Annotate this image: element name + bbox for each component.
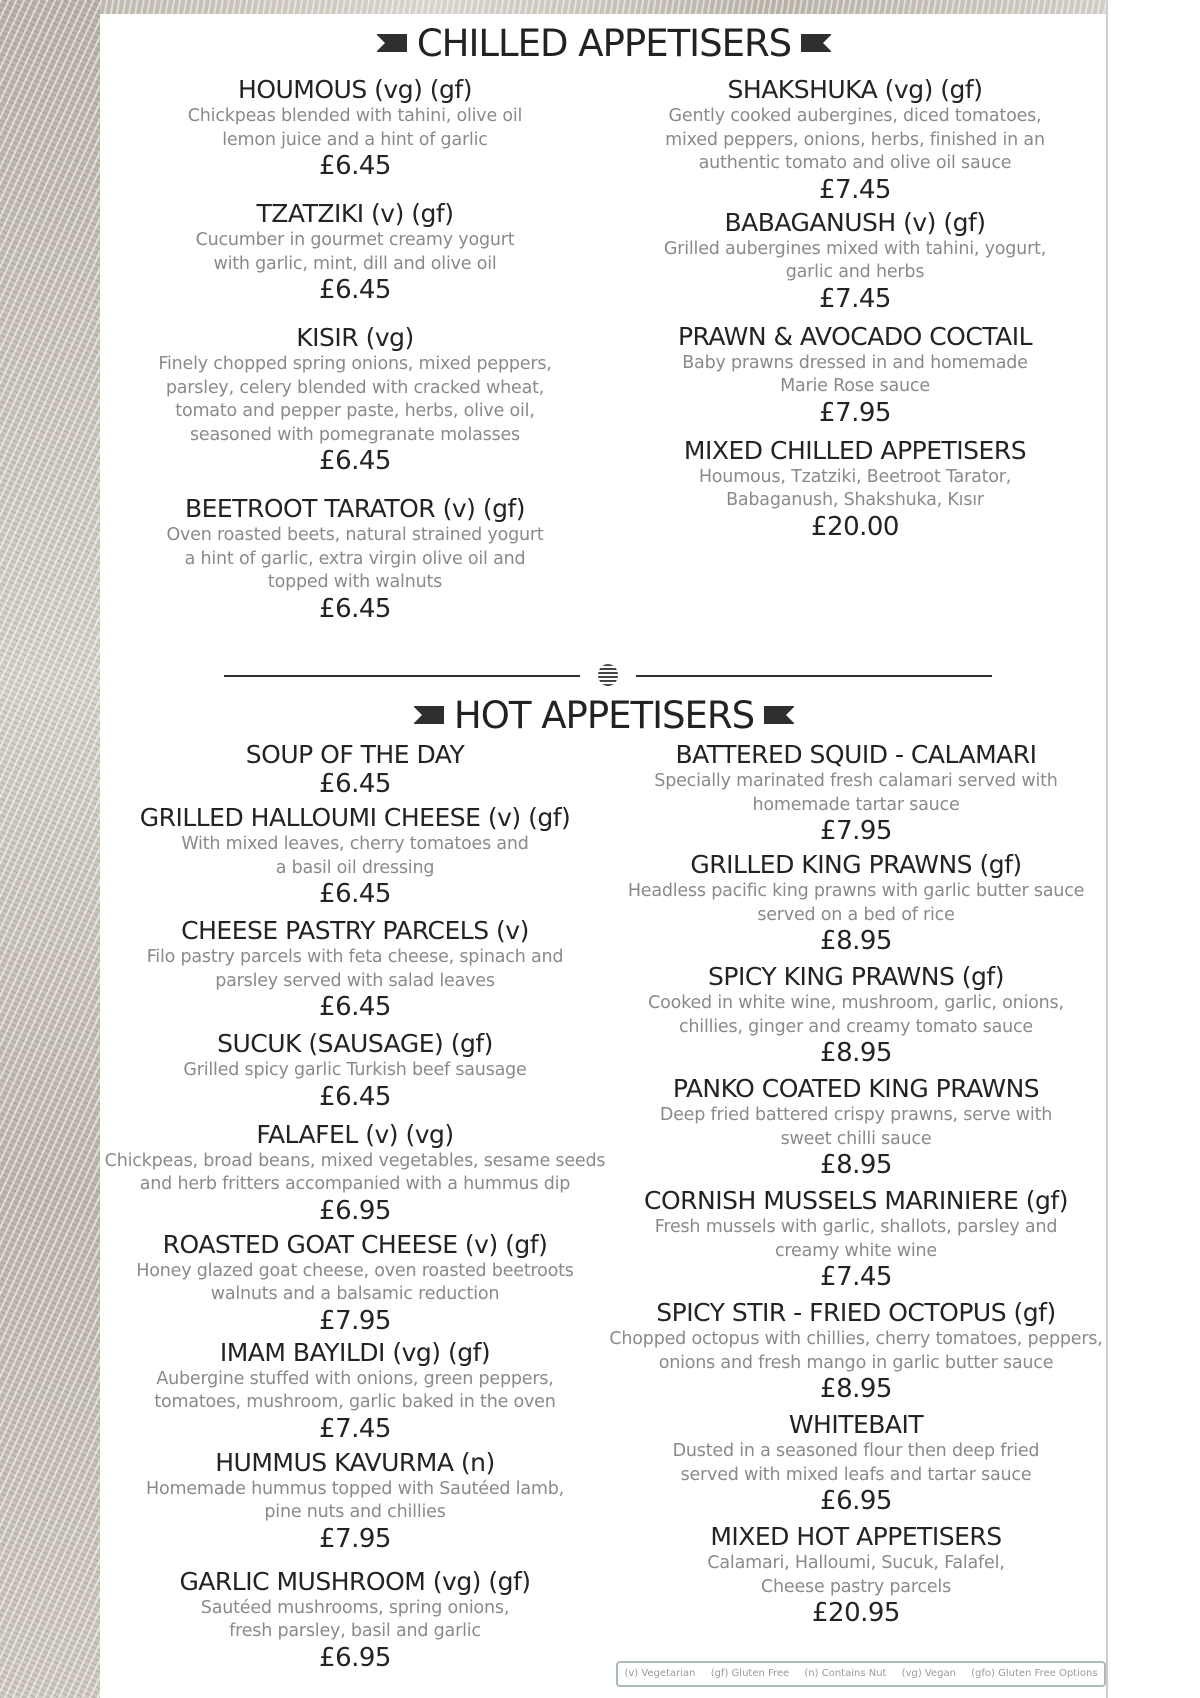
menu-item-description: Houmous, Tzatziki, Beetroot Tarator, xyxy=(698,466,1012,487)
menu-item xyxy=(100,916,610,1021)
menu-item-price: £6.95 xyxy=(319,1195,391,1226)
paper-texture-left xyxy=(0,0,100,1698)
menu-item-price: £7.45 xyxy=(819,174,891,205)
banner-flag-left-icon xyxy=(377,34,407,52)
menu-item-price: £6.45 xyxy=(319,275,391,305)
menu-item-name: HOUMOUS (vg) (gf) xyxy=(238,75,472,104)
menu-item-price: £20.95 xyxy=(812,1598,900,1628)
menu-item-price: £7.45 xyxy=(820,1262,892,1292)
menu-item-price: £6.45 xyxy=(319,1081,391,1112)
menu-item-description: served with mixed leafs and tartar sauce xyxy=(680,1464,1032,1485)
page-border-right xyxy=(1106,0,1108,1698)
menu-item-description: parsley served with salad leaves xyxy=(215,970,495,991)
section-divider-left xyxy=(224,675,580,677)
hot-section-heading xyxy=(100,692,1108,738)
section-divider-right xyxy=(636,675,992,677)
menu-item-name: BATTERED SQUID - CALAMARI xyxy=(675,740,1037,769)
menu-item xyxy=(610,322,1100,427)
menu-item-description: authentic tomato and olive oil sauce xyxy=(698,153,1012,173)
menu-item-description: Sautéed mushrooms, spring onions, xyxy=(200,1597,510,1618)
menu-item xyxy=(110,323,600,475)
menu-item-name: SPICY STIR - FRIED OCTOPUS (gf) xyxy=(656,1298,1056,1327)
menu-item-description: garlic and herbs xyxy=(785,262,925,282)
menu-item-description: Grilled spicy garlic Turkish beef sausage xyxy=(183,1060,527,1080)
dietary-legend xyxy=(616,1661,1106,1687)
menu-item xyxy=(100,1029,610,1111)
menu-item-name: CORNISH MUSSELS MARINIERE (gf) xyxy=(644,1186,1068,1215)
menu-item-description: Babaganush, Shakshuka, Kısır xyxy=(726,490,984,510)
menu-item-description: Honey glazed goat cheese, oven roasted beetroots xyxy=(136,1260,574,1281)
menu-item-description: Filo pastry parcels with feta cheese, spinach and xyxy=(146,947,564,967)
menu-item xyxy=(100,1567,610,1672)
menu-item-description: Chickpeas, broad beans, mixed vegetables, sesame seeds xyxy=(104,1150,606,1171)
menu-item-name: CHEESE PASTRY PARCELS (v) xyxy=(181,916,529,945)
menu-item-price: £6.45 xyxy=(319,992,391,1022)
menu-item-description: served on a bed of rice xyxy=(757,904,955,925)
menu-item-price: £6.45 xyxy=(319,879,391,909)
menu-item-description: parsley, celery blended with cracked wheat, xyxy=(165,377,545,398)
menu-item-price: £7.95 xyxy=(820,816,892,846)
banner-flag-right-icon xyxy=(801,34,831,52)
menu-item xyxy=(100,803,610,908)
menu-item-description: Chopped octopus with chillies, cherry tomatoes, peppers, xyxy=(609,1329,1103,1349)
menu-item xyxy=(606,740,1106,845)
menu-item xyxy=(606,1410,1106,1515)
menu-item xyxy=(110,75,600,180)
menu-item-description: Gently cooked aubergines, diced tomatoes, xyxy=(668,106,1042,126)
menu-item-name: MIXED HOT APPETISERS xyxy=(710,1522,1002,1551)
menu-item-description: creamy white wine xyxy=(775,1240,937,1261)
menu-item-name: PANKO COATED KING PRAWNS xyxy=(672,1074,1040,1103)
menu-item-name: SUCUK (SAUSAGE) (gf) xyxy=(217,1029,493,1058)
menu-item xyxy=(100,1230,610,1335)
menu-item-price: £7.45 xyxy=(319,1413,391,1444)
menu-item-name: PRAWN & AVOCADO COCTAIL xyxy=(677,321,1033,351)
menu-item-name: BEETROOT TARATOR (v) (gf) xyxy=(184,494,526,523)
page-margin-right xyxy=(1108,0,1200,1698)
hot-left-column xyxy=(100,740,610,1672)
menu-item-description: homemade tartar sauce xyxy=(752,794,960,815)
menu-item-description: a basil oil dressing xyxy=(275,857,435,878)
legend-vegetarian: (v) Vegetarian xyxy=(624,1668,696,1679)
menu-item-description: Specially marinated fresh calamari served with xyxy=(654,771,1058,791)
menu-item-description: Fresh mussels with garlic, shallots, parsley and xyxy=(654,1217,1058,1237)
hot-right-column xyxy=(606,740,1106,1627)
menu-item-description: Chickpeas blended with tahini, olive oil xyxy=(187,106,523,126)
banner-flag-left-icon xyxy=(414,706,444,724)
menu-item-name: SHAKSHUKA (vg) (gf) xyxy=(727,75,983,104)
menu-item xyxy=(606,962,1106,1067)
menu-item-price: £6.95 xyxy=(319,1642,391,1673)
menu-item xyxy=(610,75,1100,204)
menu-item-price: £7.95 xyxy=(819,397,891,428)
menu-item-description: mixed peppers, onions, herbs, finished in an xyxy=(665,129,1045,150)
chilled-section-title: CHILLED APPETISERS xyxy=(416,21,792,65)
menu-item-description: Grilled aubergines mixed with tahini, yogurt, xyxy=(663,238,1047,259)
menu-item-description: Calamari, Halloumi, Sucuk, Falafel, xyxy=(707,1553,1005,1573)
menu-item-name: FALAFEL (v) (vg) xyxy=(256,1119,454,1149)
menu-item-name: GRILLED KING PRAWNS (gf) xyxy=(690,850,1022,879)
menu-item xyxy=(606,1522,1106,1627)
menu-item-description: Dusted in a seasoned flour then deep fried xyxy=(672,1441,1040,1461)
menu-item-price: £6.95 xyxy=(820,1486,892,1516)
menu-item-price: £7.95 xyxy=(319,1305,391,1336)
legend-contains-nut: (n) Contains Nut xyxy=(804,1668,887,1679)
menu-item-description: sweet chilli sauce xyxy=(780,1128,932,1149)
menu-item-price: £8.95 xyxy=(820,1150,892,1180)
menu-item-description: tomato and pepper paste, herbs, olive oil, xyxy=(175,401,535,421)
menu-item xyxy=(100,1338,610,1443)
menu-item-price: £8.95 xyxy=(820,1038,892,1068)
chilled-left-column xyxy=(110,75,600,623)
menu-item-name: SOUP OF THE DAY xyxy=(245,740,465,769)
menu-item xyxy=(606,1074,1106,1179)
menu-item xyxy=(110,494,600,623)
menu-item xyxy=(606,850,1106,955)
menu-item-description: pine nuts and chillies xyxy=(264,1502,446,1522)
menu-item-description: and herb fritters accompanied with a hummus dip xyxy=(139,1174,571,1194)
banner-flag-right-icon xyxy=(764,706,794,724)
hot-section-title: HOT APPETISERS xyxy=(453,693,755,737)
menu-item-name: KISIR (vg) xyxy=(296,323,414,352)
menu-item-description: Cooked in white wine, mushroom, garlic, onions, xyxy=(648,993,1064,1013)
menu-item-price: £6.45 xyxy=(319,446,391,476)
menu-item-description: Headless pacific king prawns with garlic butter sauce xyxy=(627,881,1085,901)
menu-item-name: ROASTED GOAT CHEESE (v) (gf) xyxy=(162,1229,548,1259)
menu-item-description: lemon juice and a hint of garlic xyxy=(222,129,488,150)
legend-gluten-free: (gf) Gluten Free xyxy=(710,1668,790,1679)
menu-item xyxy=(110,199,600,304)
paper-texture-top xyxy=(100,0,1108,14)
menu-item-description: topped with walnuts xyxy=(267,572,443,592)
menu-item-description: Cucumber in gourmet creamy yogurt xyxy=(195,230,515,250)
menu-item-description: fresh parsley, basil and garlic xyxy=(229,1621,481,1641)
legend-vegan: (vg) Vegan xyxy=(901,1668,956,1679)
menu-item-description: Homemade hummus topped with Sautéed lamb, xyxy=(146,1478,564,1499)
menu-item-description: tomatoes, mushroom, garlic baked in the oven xyxy=(154,1392,556,1412)
menu-item-description: with garlic, mint, dill and olive oil xyxy=(213,253,497,274)
menu-item-price: £8.95 xyxy=(820,926,892,956)
menu-item-name: SPICY KING PRAWNS (gf) xyxy=(708,962,1004,991)
menu-item-description: seasoned with pomegranate molasses xyxy=(190,424,520,445)
menu-item-price: £6.45 xyxy=(319,769,391,799)
menu-item-description: Baby prawns dressed in and homemade xyxy=(682,352,1028,373)
menu-item-description: onions and fresh mango in garlic butter sauce xyxy=(658,1352,1054,1373)
legend-gluten-free-options: (gfo) Gluten Free Options xyxy=(971,1668,1098,1679)
menu-item-description: With mixed leaves, cherry tomatoes and xyxy=(181,834,529,854)
menu-item-name: HUMMUS KAVURMA (n) xyxy=(215,1447,495,1477)
menu-item-name: TZATZIKI (v) (gf) xyxy=(256,199,454,228)
menu-item-price: £6.45 xyxy=(319,151,391,181)
menu-item-price: £7.45 xyxy=(819,283,891,314)
menu-item-description: a hint of garlic, extra virgin olive oil and xyxy=(184,548,526,569)
menu-item-name: GARLIC MUSHROOM (vg) (gf) xyxy=(179,1566,531,1596)
menu-item-description: chillies, ginger and creamy tomato sauce xyxy=(678,1016,1034,1037)
menu-item-name: BABAGANUSH (v) (gf) xyxy=(724,207,986,237)
menu-item-price: £20.00 xyxy=(811,511,899,542)
menu-item-name: GRILLED HALLOUMI CHEESE (v) (gf) xyxy=(139,803,571,832)
menu-item xyxy=(610,208,1100,313)
menu-item xyxy=(606,1186,1106,1291)
menu-item xyxy=(606,1298,1106,1403)
chilled-section-heading xyxy=(100,20,1108,66)
menu-item-price: £8.95 xyxy=(820,1374,892,1404)
menu-item-price: £7.95 xyxy=(319,1523,391,1554)
menu-item-description: Marie Rose sauce xyxy=(780,376,930,396)
menu-item xyxy=(100,740,610,798)
menu-item-price: £6.45 xyxy=(319,593,391,624)
menu-item-name: IMAM BAYILDI (vg) (gf) xyxy=(219,1337,491,1367)
menu-item-description: Finely chopped spring onions, mixed peppers, xyxy=(158,354,552,374)
menu-item-description: Aubergine stuffed with onions, green peppers, xyxy=(156,1368,554,1389)
menu-item xyxy=(100,1448,610,1553)
menu-item-name: WHITEBAIT xyxy=(788,1410,924,1439)
menu-item-name: MIXED CHILLED APPETISERS xyxy=(683,435,1027,465)
menu-item xyxy=(100,1120,610,1225)
menu-item-description: Cheese pastry parcels xyxy=(760,1576,952,1597)
divider-ornament-icon xyxy=(598,664,618,686)
menu-item-description: walnuts and a balsamic reduction xyxy=(210,1284,500,1304)
chilled-right-column xyxy=(610,75,1100,541)
menu-item-description: Oven roasted beets, natural strained yogurt xyxy=(166,525,544,545)
menu-item xyxy=(610,436,1100,541)
menu-item-description: Deep fried battered crispy prawns, serve with xyxy=(659,1105,1053,1125)
